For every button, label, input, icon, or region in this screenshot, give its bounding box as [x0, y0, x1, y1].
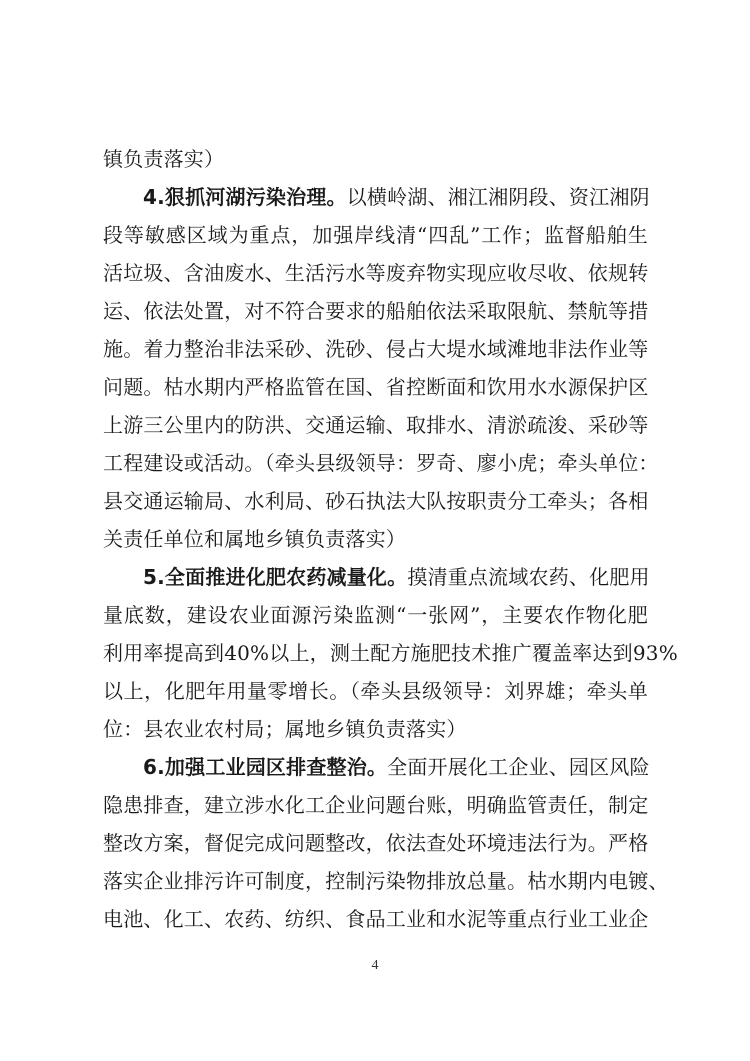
paragraph-line: 段等敏感区域为重点，加强岸线清“四乱”工作；监督船舶生 [103, 223, 648, 247]
section-heading: 6.加强工业园区排查整治。 [143, 755, 388, 779]
paragraph-line [143, 754, 648, 780]
paragraph-line: 问题。枯水期内严格监管在国、省控断面和饮用水水源保护区 [103, 375, 649, 399]
paragraph-line: 利用率提高到40%以上，测土配方施肥技术推广覆盖率达到93% [103, 641, 678, 665]
paragraph-line: 位：县农业农村局；属地乡镇负责落实） [103, 717, 467, 741]
paragraph-line: 工程建设或活动。（牵头县级领导：罗奇、廖小虎；牵头单位： [103, 451, 659, 475]
line-text: 全面开展化工企业、园区风险 [387, 755, 650, 779]
paragraph-line: 运、依法处置，对不符合要求的船舶依法采取限航、禁航等措 [103, 299, 649, 323]
line-text: 以横岭湖、湘江湘阴段、资江湘阴 [346, 185, 650, 209]
paragraph-line: 以上，化肥年用量零增长。（牵头县级领导：刘界雄；牵头单 [103, 679, 648, 703]
line-text: 摸清重点流域农药、化肥用 [407, 565, 650, 589]
paragraph-line: 关责任单位和属地乡镇负责落实） [103, 527, 406, 551]
section-heading: 5.全面推进化肥农药减量化。 [143, 565, 408, 589]
paragraph-line: 活垃圾、含油废水、生活污水等废弃物实现应收尽收、依规转 [103, 261, 649, 285]
paragraph-line: 镇负责落实） [103, 147, 225, 171]
paragraph-line: 落实企业排污许可制度，控制污染物排放总量。枯水期内电镀、 [103, 869, 669, 893]
paragraph-line: 施。着力整治非法采砂、洗砂、侵占大堤水域滩地非法作业等 [103, 337, 649, 361]
paragraph-line: 量底数，建设农业面源污染监测“一张网”，主要农作物化肥 [103, 603, 648, 627]
paragraph-line [143, 184, 648, 210]
page-number: 4 [371, 958, 379, 973]
section-heading: 4.狠抓河湖污染治理。 [143, 185, 347, 209]
paragraph-line: 县交通运输局、水利局、砂石执法大队按职责分工牵头；各相 [103, 489, 649, 513]
paragraph-line: 电池、化工、农药、纺织、食品工业和水泥等重点行业工业企 [103, 907, 649, 931]
paragraph-line [143, 564, 648, 590]
paragraph-line: 隐患排查，建立涉水化工企业问题台账，明确监管责任，制定 [103, 793, 649, 817]
paragraph-line: 上游三公里内的防洪、交通运输、取排水、清淤疏浚、采砂等 [103, 413, 649, 437]
paragraph-line: 整改方案，督促完成问题整改，依法查处环境违法行为。严格 [103, 831, 649, 855]
